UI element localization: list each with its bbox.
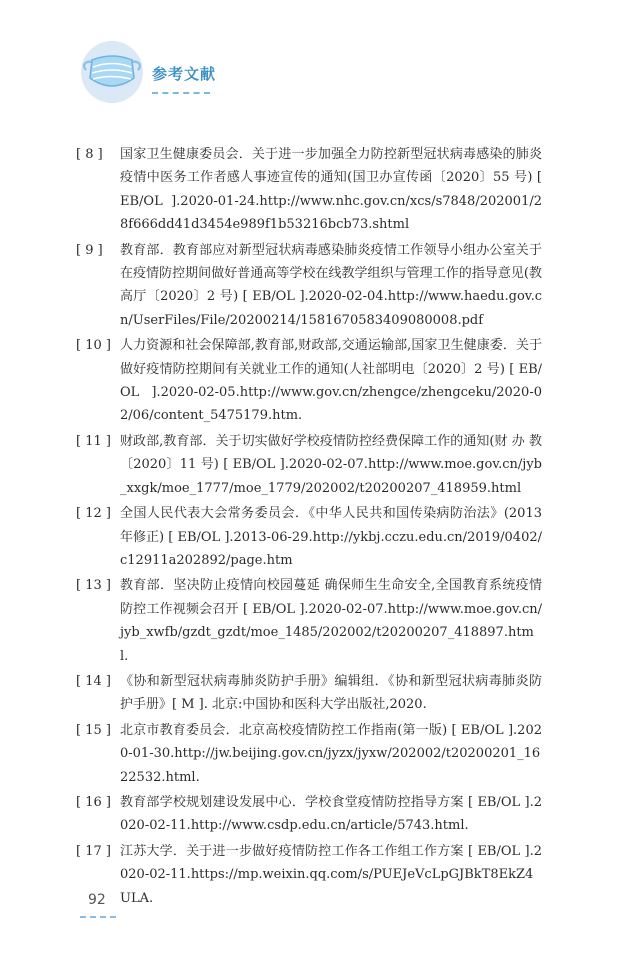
page-number-divider (80, 916, 116, 918)
reference-text: 教育部学校规划建设发展中心．学校食堂疫情防控指导方案 [ EB/OL ].2020-02-11.http://www.csdp.edu.cn/article/5743.html. (120, 794, 542, 834)
reference-number: [ 8 ] (76, 147, 103, 162)
reference-text: 《协和新型冠状病毒肺炎防护手册》编辑组．《协和新型冠状病毒肺炎防护手册》[ M ]. 北京:中国协和医科大学出版社,2020. (120, 673, 542, 713)
reference-item (76, 430, 542, 500)
reference-item (76, 502, 542, 572)
reference-item (76, 719, 542, 789)
reference-item (76, 239, 542, 333)
reference-text: 国家卫生健康委员会．关于进一步加强全力防控新型冠状病毒感染的肺炎疫情中医务工作者感人事迹宣传的通知(国卫办宣传函〔2020〕55 号) [ EB/OL ].2020-01-24.http://www.nhc.gov.cn/xcs/s7848/202001/28f666dd41d3454e989f1b53216bcb73.shtml (120, 147, 542, 233)
reference-text: 江苏大学．关于进一步做好疫情防控工作各工作组工作方案 [ EB/OL ].2020-02-11.https://mp.weixin.qq.com/s/PUEJeVcLpGJBkT8EkZ4ULA. (120, 843, 542, 906)
reference-text: 人力资源和社会保障部,教育部,财政部,交通运输部,国家卫生健康委．关于做好疫情防控期间有关就业工作的通知(人社部明电〔2020〕2 号) [ EB/OL ].2020-02-05.http://www.gov.cn/zhengce/zhengceku/2020-02/06/content_5475179.htm. (120, 338, 542, 424)
reference-item (76, 791, 542, 838)
reference-list (76, 143, 542, 912)
reference-number: [ 11 ] (76, 433, 111, 449)
reference-text: 教育部．坚决防止疫情向校园蔓延 确保师生生命安全,全国教育系统疫情防控工作视频会召开 [ EB/OL ].2020-02-07.http://www.moe.gov.cn/jyb_xwfb/gzdt_gzdt/moe_1485/202002/t20200207_418897.html. (120, 578, 542, 664)
reference-number: [ 12 ] (76, 506, 111, 522)
reference-number: [ 13 ] (76, 578, 111, 594)
reference-item (76, 670, 542, 717)
reference-item (76, 574, 542, 668)
reference-number: [ 15 ] (76, 722, 111, 738)
reference-number: [ 14 ] (76, 673, 111, 689)
reference-number: [ 17 ] (76, 843, 111, 859)
title-divider (152, 92, 210, 94)
reference-number: [ 16 ] (76, 794, 111, 810)
reference-number: [ 10 ] (76, 338, 111, 354)
reference-text: 北京市教育委员会．北京高校疫情防控工作指南(第一版) [ EB/OL ].2020-01-30.http://jw.beijing.gov.cn/jyzx/jyxw/202002/t20200201_1622532.html. (120, 722, 542, 785)
reference-item (76, 334, 542, 428)
reference-item (76, 143, 542, 237)
section-title: 参考文献 (152, 65, 217, 83)
reference-text: 财政部,教育部．关于切实做好学校疫情防控经费保障工作的通知(财 办 教〔2020〕11 号) [ EB/OL ].2020-02-07.http://www.moe.gov.cn/jyb_xxgk/moe_1777/moe_1779/202002/t20200207_418959.html (120, 433, 542, 496)
reference-text: 教育部．教育部应对新型冠状病毒感染肺炎疫情工作领导小组办公室关于在疫情防控期间做好普通高等学校在线教学组织与管理工作的指导意见(教高厅〔2020〕2 号) [ EB/OL ].2020-02-04.http://www.haedu.gov.cn/UserFiles/File/20200214/1581670583409080008.pdf (120, 242, 542, 328)
face-mask-icon (80, 40, 144, 104)
reference-item (76, 840, 542, 910)
reference-number: [ 9 ] (76, 242, 103, 258)
reference-text: 全国人民代表大会常务委员会．《中华人民共和国传染病防治法》(2013 年修正) [ EB/OL ].2013-06-29.http://ykbj.cczu.edu.cn/2019/0402/c12911a202892/page.htm (120, 506, 542, 568)
page-number: 92 (88, 892, 106, 908)
